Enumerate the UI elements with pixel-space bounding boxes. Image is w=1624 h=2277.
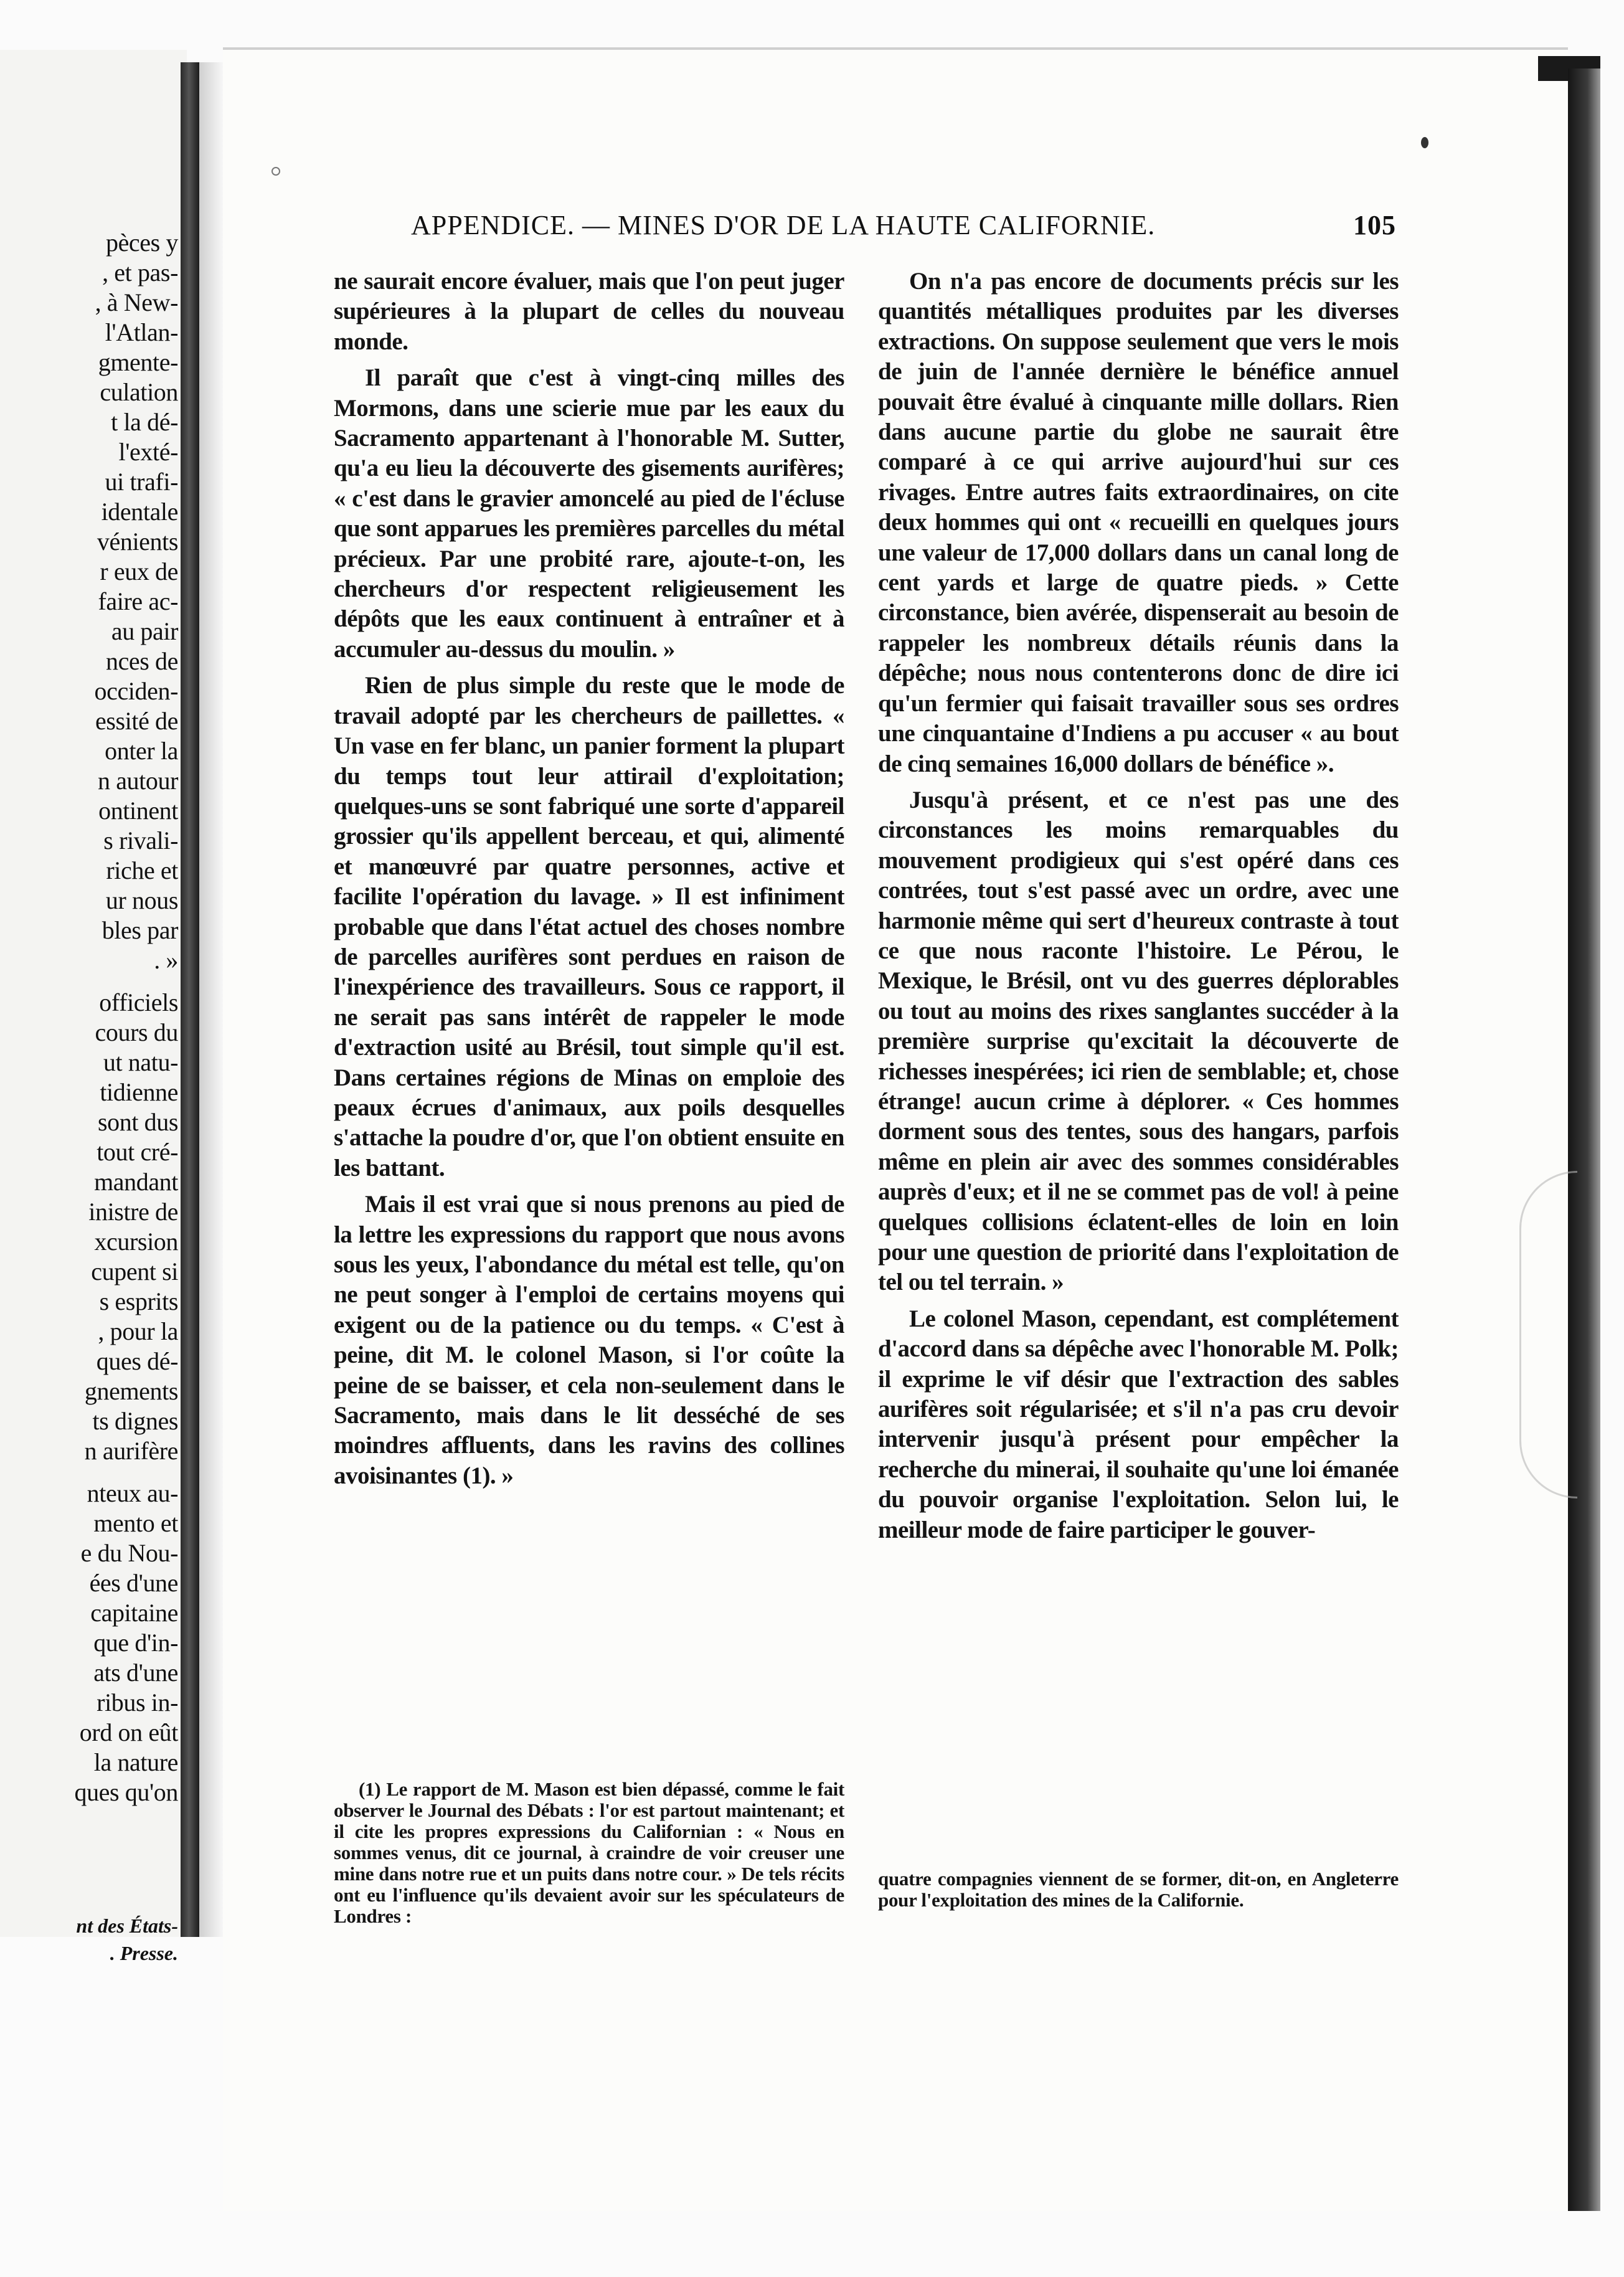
facing-line: ord on eût [79, 1718, 178, 1746]
facing-line: r eux de [100, 557, 178, 585]
facing-line: inistre de [88, 1198, 178, 1226]
facing-line: s esprits [99, 1287, 178, 1315]
facing-line: . » [154, 946, 178, 974]
facing-line: t la dé- [111, 408, 178, 436]
line-gap [74, 1466, 178, 1479]
facing-line: tidienne [100, 1078, 178, 1106]
facing-page-fragment [0, 50, 187, 1964]
facing-footnote-line: . Presse. [110, 1942, 178, 1964]
paragraph: Jusqu'à présent, et ce n'est pas une des circonstances les moins remarquables du mouvement prodigieux qui s'est opéré dans ces contrées, tout s'est passé avec un ordre, avec une harmonie même qui sert d'heureux contraste à tout ce que nous raconte l'histoire. Le Pérou, le Mexique, le Brésil, ont vu des guerres déplorables ou tout au moins des rixes sanglantes succéder à la première surprise qu'excitait la découverte de richesses inespérées; ici rien de semblable; et, chose étrange! aucun crime à déplorer. « Ces hommes dorment sous des tentes, sous des hangars, parfois même en plein air avec des sommes considérables auprès d'eux; et il ne se commet pas de vol! à peine quelques collisions éclatent-elles de loin en loin pour une question de priorité dans l'exploitation de tel ou tel terrain. » [878, 786, 1399, 1296]
facing-line: tout cré- [97, 1138, 178, 1166]
book-gutter [181, 62, 199, 1937]
facing-line: n autour [98, 767, 178, 795]
facing-line: xcursion [94, 1228, 178, 1256]
footnote: (1) Le rapport de M. Mason est bien dépassé, comme le fait observer le Journal des Débats : l'or est partout maintenant; et il cite les propres expressions du Californian : « Nous en sommes venus, dit ce journal, à craindre de voir creuser une mine dans notre rue et un puits dans notre cour. » De tels récits ont eu l'influence qu'ils devaient avoir sur les spéculateurs de Londres : [334, 1778, 844, 1927]
facing-line: essité de [95, 707, 178, 735]
paragraph: Il paraît que c'est à vingt-cinq milles des Mormons, dans une scierie mue par les eaux du Sacramento appartenant à l'honorable M. Sutter, qu'a eu lieu la découverte des gisements aurifères; « c'est dans le gravier amoncelé au pied de l'écluse que sont apparues les premières parcelles du métal précieux. Par une probité rare, ajoute-t-on, les chercheurs d'or respectent religieusement les dépôts que les eaux continuent à entraîner et à accumuler au-dessus du moulin. » [334, 364, 844, 663]
paragraph: Le colonel Mason, cependant, est complétement d'accord dans sa dépêche avec l'honorable M. Polk; il exprime le vif désir que l'extraction des sables aurifères soit régularisée; et s'il n'a pas cru devoir intervenir jusqu'à présent pour empêcher la recherche du minerai, il souhaite qu'une loi émanée du pouvoir organise l'exploitation. Selon lui, le meilleur mode de faire participer le gouver- [878, 1305, 1399, 1543]
facing-line: ut natu- [103, 1048, 178, 1076]
text-column-right [878, 267, 1399, 1551]
gutter-highlight [199, 62, 223, 1937]
facing-line: s rivali- [103, 826, 178, 854]
facing-line: occiden- [94, 677, 178, 705]
text-column-left [334, 267, 844, 1497]
facing-line: pèces y [105, 229, 178, 257]
facing-line: l'exté- [118, 438, 178, 466]
facing-line: nces de [105, 647, 178, 675]
facing-line: ur nous [105, 886, 178, 914]
facing-line: ats d'une [93, 1659, 178, 1687]
facing-line: onter la [105, 737, 178, 765]
facing-line: mandant [94, 1168, 178, 1196]
ink-speck [1421, 137, 1428, 148]
facing-line: la nature [93, 1748, 178, 1776]
facing-line: culation [100, 378, 178, 406]
facing-line: identale [101, 498, 178, 526]
facing-line: ts dignes [92, 1407, 178, 1435]
facing-line: cupent si [91, 1257, 178, 1285]
running-header [411, 209, 1407, 247]
facing-page-text [74, 228, 178, 1807]
paper-speck [271, 167, 280, 176]
facing-line: cours du [95, 1018, 178, 1046]
facing-line: e du Nou- [80, 1539, 178, 1567]
paragraph: Mais il est vrai que si nous prenons au pied de la lettre les expressions du rapport que nous avons sous les yeux, l'abondance du métal est telle, qu'on ne peut songer à l'emploi de certains moyens qui exigent ou de la patience ou du temps. « C'est à peine, dit M. le colonel Mason, si l'or coûte la peine de se baisser, et cela non-seulement dans le Sacramento, mais dans le lit desséché de ses moindres affluents, dans les ravins des collines avoisinantes (1). » [334, 1191, 844, 1489]
facing-line: ques qu'on [74, 1778, 178, 1806]
facing-line: , à New- [95, 288, 178, 316]
facing-line: ques dé- [96, 1347, 178, 1375]
facing-line: ribus in- [97, 1688, 178, 1716]
running-title: APPENDICE. — MINES D'OR DE LA HAUTE CALIFORNIE. [411, 210, 1156, 240]
paragraph: Rien de plus simple du reste que le mode de travail adopté par les chercheurs de paillettes. « Un vase en fer blanc, un panier forment la plupart du temps tout leur attirail d'exploitation; quelques-uns se sont fabriqué une sorte d'appareil grossier qu'ils appellent berceau, et qui, alimenté et manœuvré par quatre personnes, active et facilite l'opération du lavage. » Il est infiniment probable que dans l'état actuel des choses nombre de parcelles aurifères sont perdues en raison de l'inexpérience des travailleurs. Sous ce rapport, il ne serait pas sans intérêt de rappeler le mode d'extraction usité au Brésil, tout simple qu'il est. Dans certaines régions de Minas on emploie des peaux écrues d'animaux, aux poils desquelles s'attache la poudre d'or, que l'on obtient ensuite en les battant. [334, 672, 844, 1181]
facing-line: au pair [111, 617, 178, 645]
facing-line: officiels [99, 988, 178, 1016]
facing-line: ées d'une [89, 1569, 178, 1597]
line-gap [74, 975, 178, 988]
facing-line: n aurifère [84, 1437, 178, 1465]
facing-line: , pour la [98, 1317, 178, 1345]
facing-line: capitaine [90, 1599, 178, 1627]
facing-line: faire ac- [98, 587, 178, 615]
facing-line: gnements [84, 1377, 178, 1405]
facing-line: nteux au- [87, 1479, 178, 1507]
page-edge-shadow [1568, 69, 1600, 2211]
facing-line: mento et [93, 1509, 178, 1537]
facing-line: ui trafi- [105, 468, 178, 496]
facing-line: bles par [102, 916, 178, 944]
facing-line: l'Atlan- [105, 318, 178, 346]
facing-line: ontinent [98, 797, 178, 825]
facing-line: sont dus [97, 1108, 178, 1136]
facing-line: gmente- [98, 348, 178, 376]
page-curl-mark [1519, 1171, 1577, 1498]
facing-line: , et pas- [102, 258, 178, 286]
paragraph: On n'a pas encore de documents précis sur les quantités métalliques produites par les diverses extractions. On suppose seulement que vers le mois de juin de l'année dernière le bénéfice annuel pouvait être évalué à cinquante mille dollars. Rien dans aucune partie du globe ne saurait être comparé à ce qui arrive aujourd'hui sur ces rivages. Entre autres faits extraordinaires, on cite deux hommes qui ont « recueilli en quelques jours une valeur de 17,000 dollars dans un canal long de cent yards et large de quatre pieds. » Cette circonstance, bien avérée, dispenserait au besoin de rappeler les nombreux détails réunis dans la dépêche; nous nous contenterons donc de dire ici qu'un fermier qui faisait travailler sous ses ordres une cinquantaine d'Indiens a pu accuser « au bout de cinq semaines 16,000 dollars de bénéfice ». [878, 268, 1399, 777]
facing-line: que d'in- [93, 1629, 178, 1657]
facing-page-footnote [76, 1912, 178, 1967]
facing-footnote-line: nt des États- [76, 1915, 178, 1937]
facing-line: vénients [97, 528, 178, 556]
facing-line: riche et [106, 856, 178, 884]
paragraph: ne saurait encore évaluer, mais que l'on peut juger supérieures à la plupart de celles du nouveau monde. [334, 268, 844, 355]
page-number: 105 [1353, 210, 1396, 240]
footnote-continuation: quatre compagnies viennent de se former, dit-on, en Angleterre pour l'exploitation des mines de la Californie. [878, 1868, 1399, 1911]
